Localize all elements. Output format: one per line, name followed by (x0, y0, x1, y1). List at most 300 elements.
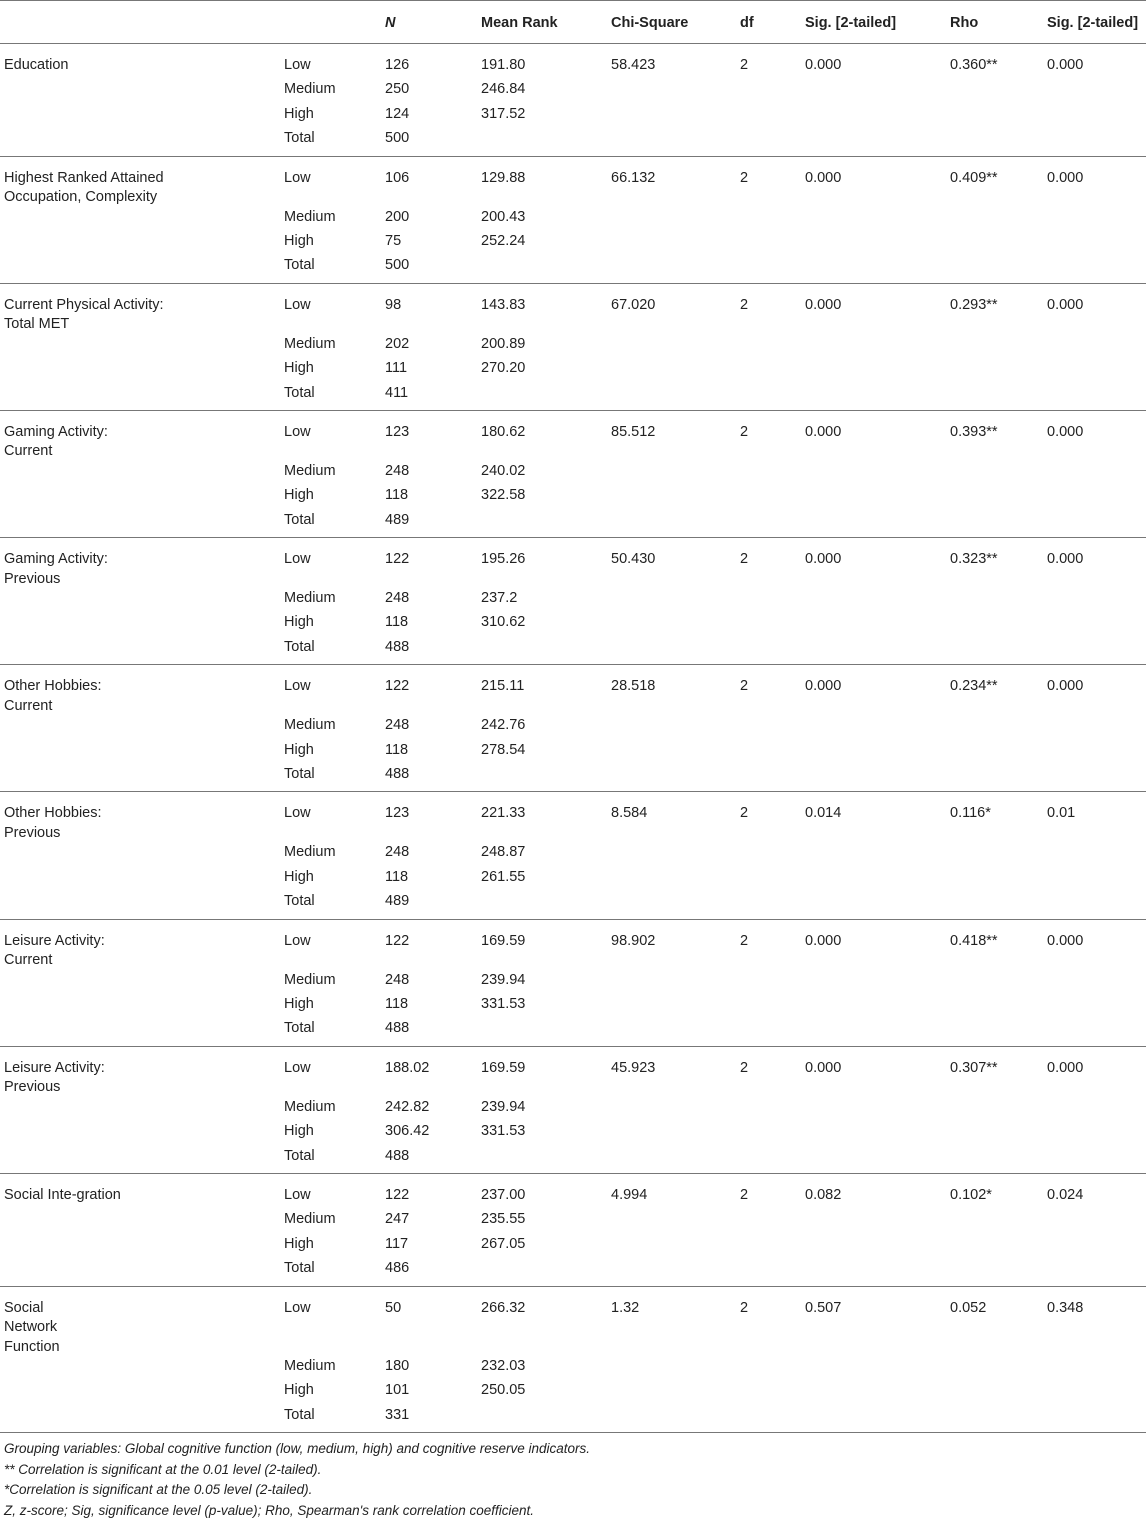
variable-cell (0, 208, 280, 232)
sig-cell: 0.000 (805, 678, 842, 695)
n-cell: 123 (385, 423, 410, 440)
table-row (0, 1381, 1146, 1405)
rho-sig-cell (1043, 511, 1146, 538)
level-cell: Low (284, 423, 311, 440)
mean-rank-cell: 169.59 (481, 932, 526, 949)
mean-rank-cell: 169.59 (481, 1059, 526, 1076)
variable-group (0, 1286, 1146, 1433)
variable-cell (0, 462, 280, 486)
n-cell: 248 (385, 844, 410, 861)
variable-cell (0, 1147, 280, 1174)
header-df: df (736, 1, 801, 44)
note-abbreviations: Z, z-score; Sig, significance level (p-value); Rho, Spearman's rank correlation coefficient. (4, 1502, 535, 1518)
n-cell: 248 (385, 462, 410, 479)
chi-square-cell: 50.430 (611, 551, 656, 568)
rho-cell (946, 208, 1043, 232)
sig-cell (801, 1381, 946, 1405)
rho-cell (946, 995, 1043, 1019)
rho-sig-cell: 0.000 (1047, 57, 1084, 73)
chi-square-cell (607, 716, 736, 740)
n-cell: 188.02 (385, 1059, 430, 1076)
sig-cell (801, 843, 946, 867)
variable-cell (0, 995, 280, 1019)
table-row (0, 665, 1146, 717)
level-cell: Total (284, 130, 315, 147)
chi-square-cell (607, 1235, 736, 1259)
df-cell (736, 638, 801, 665)
table-row (0, 765, 1146, 792)
variable-cell (0, 129, 280, 156)
variable-cell (0, 384, 280, 411)
table-row (0, 1173, 1146, 1210)
rho-sig-cell: 0.000 (1047, 169, 1084, 186)
rho-cell (946, 1381, 1043, 1405)
mean-rank-cell: 310.62 (481, 614, 526, 631)
n-cell: 306.42 (385, 1123, 430, 1140)
df-cell (736, 232, 801, 256)
rho-sig-cell (1043, 232, 1146, 256)
n-cell: 101 (385, 1382, 410, 1399)
mean-rank-cell (477, 511, 607, 538)
level-cell: High (284, 868, 314, 885)
rho-sig-cell (1043, 741, 1146, 765)
level-cell: Total (284, 893, 315, 910)
variable-label: Social Network Function (4, 1299, 60, 1355)
level-cell: Medium (284, 590, 336, 607)
note-grouping: Grouping variables: Global cognitive function (low, medium, high) and cognitive reserve indicators. (4, 1441, 591, 1457)
chi-square-cell (607, 208, 736, 232)
df-cell (736, 1147, 801, 1174)
n-cell: 500 (385, 130, 410, 147)
df-cell (736, 1259, 801, 1286)
rho-cell (946, 384, 1043, 411)
chi-square-cell (607, 1098, 736, 1122)
level-cell: Total (284, 511, 315, 528)
table-row (0, 1357, 1146, 1381)
sig-cell (801, 716, 946, 740)
rho-cell (946, 1259, 1043, 1286)
rho-sig-cell: 0.024 (1047, 1186, 1084, 1203)
sig-cell (801, 1235, 946, 1259)
rho-cell (946, 892, 1043, 919)
rho-cell: 0.234** (950, 678, 998, 695)
sig-cell (801, 511, 946, 538)
rho-sig-cell (1043, 843, 1146, 867)
sig-cell: 0.000 (805, 169, 842, 186)
table-row (0, 1019, 1146, 1046)
chi-square-cell (607, 511, 736, 538)
rho-cell (946, 1406, 1043, 1433)
sig-cell (801, 971, 946, 995)
header-chi-square: Chi-Square (607, 1, 736, 44)
mean-rank-cell: 200.89 (481, 335, 526, 352)
table-notes (0, 1433, 1146, 1521)
table-row (0, 335, 1146, 359)
rho-sig-cell (1043, 1098, 1146, 1122)
n-cell: 118 (385, 741, 409, 758)
df-cell (736, 105, 801, 129)
rho-sig-cell: 0.000 (1047, 296, 1084, 313)
rho-cell (946, 1235, 1043, 1259)
mean-rank-cell (477, 1406, 607, 1433)
rho-sig-cell (1043, 716, 1146, 740)
rho-sig-cell (1043, 1406, 1146, 1433)
table-row (0, 283, 1146, 335)
sig-cell: 0.000 (805, 551, 842, 568)
table-row (0, 511, 1146, 538)
variable-label: Social Inte-gration (4, 1186, 121, 1203)
sig-cell: 0.000 (805, 932, 842, 949)
rho-sig-cell (1043, 1210, 1146, 1234)
table-row (0, 792, 1146, 844)
mean-rank-cell: 215.11 (481, 678, 525, 695)
chi-square-cell (607, 741, 736, 765)
mean-rank-cell: 239.94 (481, 1098, 526, 1115)
level-cell: Low (284, 805, 311, 822)
variable-cell (0, 741, 280, 765)
level-cell: Medium (284, 1098, 336, 1115)
variable-cell (0, 283, 280, 335)
mean-rank-cell: 261.55 (481, 868, 526, 885)
mean-rank-cell: 240.02 (481, 462, 526, 479)
sig-cell: 0.507 (805, 1299, 842, 1316)
chi-square-cell (607, 1210, 736, 1234)
rho-sig-cell (1043, 359, 1146, 383)
chi-square-cell (607, 359, 736, 383)
chi-square-cell (607, 1019, 736, 1046)
level-cell: Low (284, 678, 311, 695)
rho-sig-cell: 0.000 (1047, 551, 1084, 568)
sig-cell: 0.014 (805, 805, 842, 822)
variable-group (0, 1173, 1146, 1286)
rho-sig-cell (1043, 335, 1146, 359)
mean-rank-cell (477, 129, 607, 156)
sig-cell (801, 868, 946, 892)
header-level (280, 1, 381, 44)
df-cell: 2 (740, 1059, 749, 1076)
variable-group (0, 538, 1146, 665)
variable-cell (0, 511, 280, 538)
n-cell: 489 (385, 893, 410, 910)
level-cell: High (284, 487, 314, 504)
n-cell: 118 (385, 868, 409, 885)
mean-rank-cell: 180.62 (481, 423, 526, 440)
variable-cell (0, 1019, 280, 1046)
table-row (0, 613, 1146, 637)
chi-square-cell: 4.994 (611, 1186, 648, 1203)
sig-cell (801, 256, 946, 283)
rho-sig-cell: 0.000 (1047, 678, 1084, 695)
rho-cell (946, 462, 1043, 486)
table-row (0, 44, 1146, 81)
chi-square-cell (607, 232, 736, 256)
level-cell: Low (284, 296, 311, 313)
sig-cell (801, 1357, 946, 1381)
rho-cell (946, 1210, 1043, 1234)
variable-label: Leisure Activity: Previous (4, 1059, 105, 1096)
rho-sig-cell (1043, 892, 1146, 919)
mean-rank-cell: 246.84 (481, 81, 526, 98)
mean-rank-cell (477, 892, 607, 919)
variable-cell (0, 919, 280, 971)
n-cell: 250 (385, 81, 410, 98)
chi-square-cell: 98.902 (611, 932, 656, 949)
table-row (0, 486, 1146, 510)
rho-cell (946, 971, 1043, 995)
rho-sig-cell (1043, 589, 1146, 613)
df-cell (736, 1019, 801, 1046)
table-row (0, 892, 1146, 919)
rho-sig-cell (1043, 105, 1146, 129)
table-row (0, 462, 1146, 486)
n-cell: 331 (385, 1406, 410, 1423)
variable-cell (0, 486, 280, 510)
df-cell: 2 (740, 1186, 749, 1203)
mean-rank-cell: 235.55 (481, 1211, 526, 1228)
level-cell: High (284, 741, 314, 758)
mean-rank-cell (477, 638, 607, 665)
level-cell: High (284, 1123, 314, 1140)
chi-square-cell (607, 971, 736, 995)
sig-cell: 0.000 (805, 423, 842, 440)
mean-rank-cell: 242.76 (481, 717, 526, 734)
mean-rank-cell: 278.54 (481, 741, 526, 758)
rho-sig-cell (1043, 1259, 1146, 1286)
rho-sig-cell (1043, 971, 1146, 995)
df-cell: 2 (740, 932, 749, 949)
rho-cell (946, 1357, 1043, 1381)
mean-rank-cell: 195.26 (481, 551, 526, 568)
level-cell: High (284, 360, 314, 377)
header-rho-sig: Sig. [2-tailed] (1043, 1, 1146, 44)
variable-group (0, 792, 1146, 919)
variable-cell (0, 638, 280, 665)
mean-rank-cell: 191.80 (481, 57, 526, 73)
df-cell: 2 (740, 169, 749, 186)
chi-square-cell: 45.923 (611, 1059, 656, 1076)
sig-cell (801, 1259, 946, 1286)
df-cell (736, 384, 801, 411)
header-n: N (381, 1, 477, 44)
level-cell: Low (284, 57, 311, 73)
n-cell: 242.82 (385, 1098, 430, 1115)
level-cell: Low (284, 932, 311, 949)
n-cell: 50 (385, 1299, 402, 1316)
rho-cell (946, 511, 1043, 538)
df-cell (736, 1381, 801, 1405)
sig-cell (801, 335, 946, 359)
variable-cell (0, 1406, 280, 1433)
rho-sig-cell: 0.000 (1047, 423, 1084, 440)
chi-square-cell (607, 384, 736, 411)
header-sig: Sig. [2-tailed] (801, 1, 946, 44)
level-cell: Medium (284, 1211, 336, 1228)
sig-cell (801, 1098, 946, 1122)
level-cell: Medium (284, 335, 336, 352)
mean-rank-cell: 232.03 (481, 1358, 526, 1374)
table-row (0, 1147, 1146, 1174)
sig-cell (801, 613, 946, 637)
level-cell: Medium (284, 971, 336, 988)
variable-cell (0, 335, 280, 359)
level-cell: High (284, 105, 314, 122)
df-cell: 2 (740, 678, 749, 695)
level-cell: Medium (284, 717, 336, 734)
sig-cell (801, 1122, 946, 1146)
rho-sig-cell (1043, 384, 1146, 411)
variable-cell (0, 613, 280, 637)
df-cell (736, 1210, 801, 1234)
level-cell: Low (284, 1186, 311, 1203)
sig-cell (801, 232, 946, 256)
sig-cell (801, 486, 946, 510)
table-row (0, 1210, 1146, 1234)
sig-cell (801, 359, 946, 383)
variable-cell (0, 1046, 280, 1098)
rho-cell (946, 256, 1043, 283)
df-cell (736, 843, 801, 867)
mean-rank-cell: 252.24 (481, 232, 526, 249)
chi-square-cell: 66.132 (611, 169, 656, 186)
n-cell: 124 (385, 105, 410, 122)
rho-sig-cell (1043, 1357, 1146, 1381)
n-cell: 122 (385, 678, 410, 695)
table-row (0, 589, 1146, 613)
mean-rank-cell: 331.53 (481, 995, 526, 1012)
chi-square-cell (607, 486, 736, 510)
df-cell (736, 741, 801, 765)
df-cell (736, 1235, 801, 1259)
chi-square-cell (607, 335, 736, 359)
mean-rank-cell: 200.43 (481, 208, 526, 225)
table-row (0, 538, 1146, 590)
df-cell (736, 971, 801, 995)
variable-label: Other Hobbies: Current (4, 678, 102, 714)
mean-rank-cell: 129.88 (481, 169, 526, 186)
mean-rank-cell (477, 765, 607, 792)
n-cell: 180 (385, 1358, 410, 1374)
table-row (0, 1235, 1146, 1259)
n-cell: 486 (385, 1260, 410, 1277)
df-cell (736, 868, 801, 892)
rho-cell: 0.360** (950, 57, 998, 73)
level-cell: High (284, 232, 314, 249)
mean-rank-cell: 267.05 (481, 1235, 526, 1252)
mean-rank-cell: 266.32 (481, 1299, 526, 1316)
mean-rank-cell (477, 1019, 607, 1046)
chi-square-cell: 8.584 (611, 805, 648, 822)
table-row (0, 256, 1146, 283)
mean-rank-cell: 270.20 (481, 360, 526, 377)
n-cell: 488 (385, 1020, 410, 1037)
n-cell: 488 (385, 638, 410, 655)
variable-cell (0, 1259, 280, 1286)
n-cell: 118 (385, 614, 409, 631)
header-row (0, 1, 1146, 44)
variable-cell (0, 1210, 280, 1234)
table-row (0, 1286, 1146, 1357)
n-cell: 123 (385, 805, 410, 822)
mean-rank-cell: 237.2 (481, 590, 518, 607)
rho-cell: 0.323** (950, 551, 998, 568)
df-cell (736, 613, 801, 637)
rho-cell (946, 843, 1043, 867)
chi-square-cell (607, 589, 736, 613)
table-row (0, 995, 1146, 1019)
header-variable (0, 1, 280, 44)
df-cell: 2 (740, 57, 749, 73)
variable-cell (0, 868, 280, 892)
chi-square-cell (607, 1357, 736, 1381)
n-cell: 488 (385, 766, 410, 783)
rho-sig-cell (1043, 765, 1146, 792)
sig-cell (801, 80, 946, 104)
sig-cell (801, 105, 946, 129)
mean-rank-cell: 143.83 (481, 296, 526, 313)
level-cell: Low (284, 551, 311, 568)
n-cell: 248 (385, 971, 410, 988)
df-cell (736, 511, 801, 538)
variable-cell (0, 765, 280, 792)
level-cell: Medium (284, 844, 336, 861)
variable-cell (0, 1235, 280, 1259)
level-cell: High (284, 1235, 314, 1252)
rho-cell: 0.116* (950, 805, 991, 822)
df-cell (736, 1122, 801, 1146)
level-cell: High (284, 995, 314, 1012)
n-cell: 117 (385, 1235, 409, 1252)
df-cell: 2 (740, 423, 749, 440)
df-cell (736, 129, 801, 156)
rho-cell: 0.409** (950, 169, 998, 186)
rho-cell (946, 359, 1043, 383)
table-row (0, 741, 1146, 765)
sig-cell: 0.000 (805, 296, 842, 313)
variable-cell (0, 80, 280, 104)
variable-cell (0, 1357, 280, 1381)
rho-cell: 0.102* (950, 1186, 992, 1203)
rho-cell: 0.307** (950, 1059, 998, 1076)
df-cell (736, 80, 801, 104)
n-cell: 411 (385, 384, 409, 401)
df-cell (736, 462, 801, 486)
table-row (0, 208, 1146, 232)
variable-cell (0, 792, 280, 844)
variable-cell (0, 1122, 280, 1146)
header-rho: Rho (946, 1, 1043, 44)
level-cell: Total (284, 384, 315, 401)
df-cell (736, 256, 801, 283)
df-cell (736, 359, 801, 383)
chi-square-cell (607, 868, 736, 892)
rho-sig-cell (1043, 1122, 1146, 1146)
n-cell: 111 (385, 360, 408, 377)
chi-square-cell (607, 462, 736, 486)
note-sig-001: ** Correlation is significant at the 0.01 level (2-tailed). (4, 1461, 322, 1477)
chi-square-cell (607, 129, 736, 156)
variable-label: Highest Ranked Attained Occupation, Complexity (4, 169, 164, 206)
chi-square-cell (607, 892, 736, 919)
variable-cell (0, 843, 280, 867)
n-cell: 118 (385, 487, 409, 504)
mean-rank-cell: 237.00 (481, 1186, 526, 1203)
rho-sig-cell: 0.348 (1047, 1299, 1084, 1316)
level-cell: Low (284, 169, 311, 186)
rho-sig-cell (1043, 613, 1146, 637)
variable-group (0, 1046, 1146, 1173)
level-cell: Total (284, 1020, 315, 1037)
sig-cell (801, 638, 946, 665)
